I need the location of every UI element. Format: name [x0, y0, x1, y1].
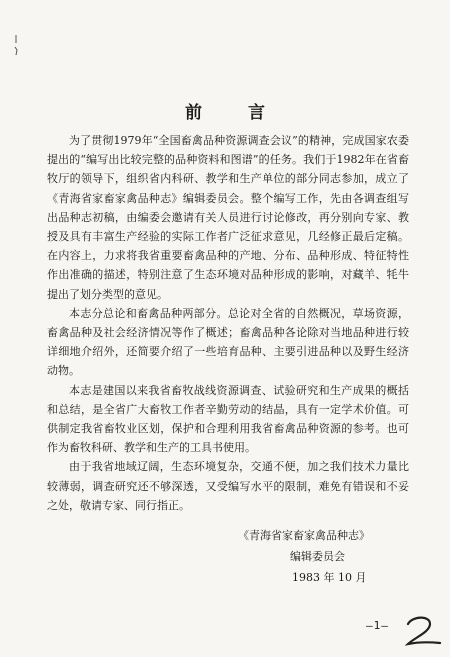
signature-committee: 编辑委员会: [290, 550, 345, 563]
margin-ink-mark: [14, 34, 18, 56]
paragraph-2: 本志分总论和畜禽品种两部分。总论对全省的自然概况，草场资源，畜禽品种及社会经济情况等作了概述；畜禽品种各论除对当地品种进行较详细地介绍外，还简要介绍了一些培育品种、主要引进品种以及野生经济动物。: [47, 306, 409, 378]
preface-body: [47, 131, 409, 515]
paragraph-1: 为了贯彻1979年“全国畜禽品种资源调查会议”的精神，完成国家农委提出的“编写出比较完整的品种资料和图谱”的任务。我们于1982年在省畜牧厅的领导下，组织省内科研、教学和生产单位的部分同志参加，成立了《青海省家畜家禽品种志》编辑委员会。整个编写工作，先由各调查组写出品种志初稿，由编委会邀请有关人员进行讨论修改，再分别向专家、教授及具有丰富生产经验的实际工作者广泛征求意见，几经修正最后定稿。在内容上，力求将我省重要畜禽品种的产地、分布、品种形成、特征特性作出准确的描述，特别注意了生态环境对品种形成的影响，对藏羊、牦牛提出了划分类型的意见。: [47, 134, 409, 301]
page-title: 前 言: [185, 103, 285, 123]
handwritten-page-mark: [400, 612, 446, 648]
signature-date: 1983 年 10 月: [292, 571, 367, 584]
signature-book-title: 《青海省家畜家禽品种志》: [238, 529, 370, 542]
page-number: —1—: [366, 619, 389, 632]
paragraph-3: 本志是建国以来我省畜牧战线资源调查、试验研究和生产成果的概括和总结，是全省广大畜牧工作者辛勤劳动的结晶，具有一定学术价值。可供制定我省畜牧业区划，保护和合理利用我省畜禽品种资源的参考。也可作为畜牧科研、教学和生产的工具书使用。: [47, 383, 409, 455]
paragraph-4: 由于我省地域辽阔，生态环境复杂，交通不便，加之我们技术力量比较薄弱，调查研究还不够深透，又受编写水平的限制，难免有错误和不妥之处，敬请专家、同行指正。: [47, 460, 409, 512]
